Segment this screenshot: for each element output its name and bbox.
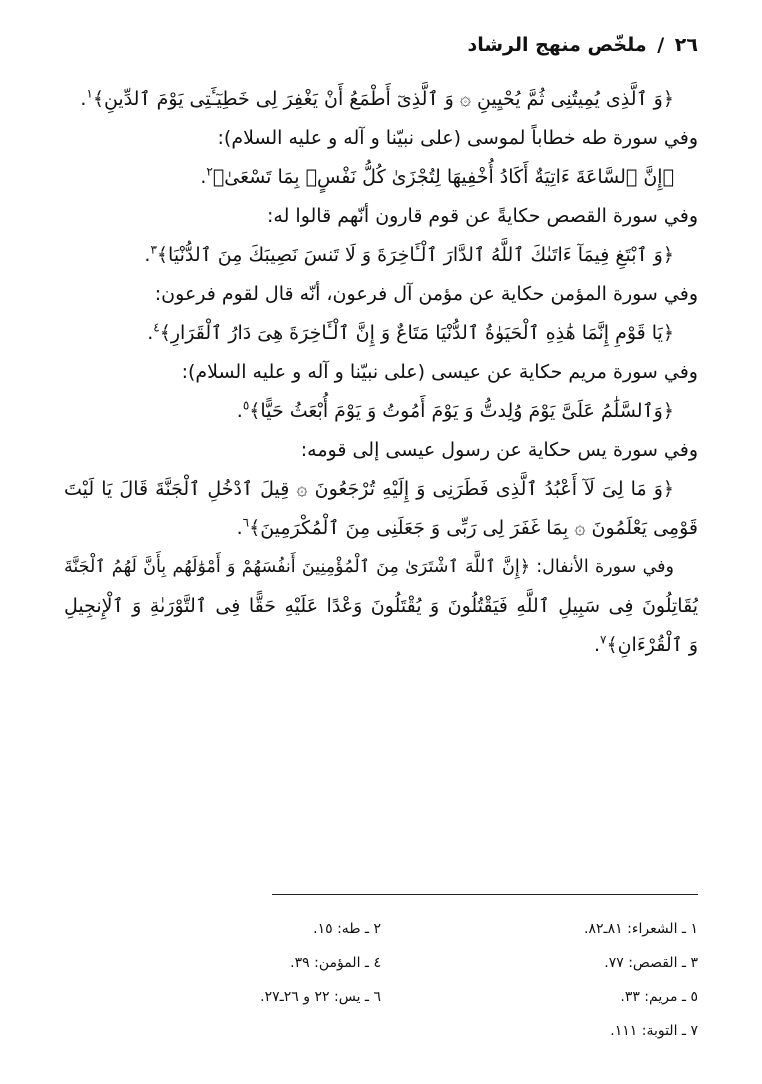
line-text: وفي سورة طه خطاباً لموسى (على نبيّنا و آله و عليه السلام): <box>217 127 698 149</box>
line-text: وفي سورة المؤمن حكاية عن مؤمن آل فرعون، أنّه قال لقوم فرعون: <box>154 283 698 305</box>
verse-line <box>64 509 698 548</box>
footnote-marker: ٣ <box>150 242 157 257</box>
footnote-entry: ٢ ـ طه: ١٥. <box>313 921 381 937</box>
period: . <box>236 400 243 422</box>
running-header <box>64 34 698 56</box>
footnotes <box>64 912 698 1048</box>
verse-line <box>64 80 698 119</box>
footnote-entry: ٧ ـ التوبة: ١١١. <box>610 1023 698 1039</box>
verse-line <box>64 587 698 626</box>
verse-line <box>64 158 698 197</box>
period: . <box>593 634 601 656</box>
book-title: ملخّص منهج الرشاد <box>467 34 647 56</box>
footnote-marker: ٢ <box>206 164 213 179</box>
footnote-entry <box>64 1014 381 1048</box>
verse-text: ﴿وَ ٱلَّذِى يُمِيتُنِى ثُمَّ يُحْيِينِ ۞ وَ ٱلَّذِىٓ أَطْمَعُ أَنْ يَغْفِرَ لِى خَطِيٓـَٔتِى يَوْمَ ٱلدِّينِ﴾ <box>92 88 674 110</box>
text-line <box>64 197 698 236</box>
footnote-entry: ٣ ـ القصص: ٧٧. <box>604 955 698 971</box>
verse-line <box>64 236 698 275</box>
footnote-marker: ٤ <box>153 320 160 335</box>
line-text: وفي سورة القصص حكايةً عن قوم قارون أنّهم قالوا له: <box>267 205 698 227</box>
footnote-row <box>64 980 698 1014</box>
footnote-entry: ٤ ـ المؤمن: ٣٩. <box>290 955 381 971</box>
text-line <box>64 353 698 392</box>
period: . <box>80 88 87 110</box>
verse-text: ﴿وَٱلسَّلَٰمُ عَلَىَّ يَوْمَ وُلِدتُّ وَ يَوْمَ أَمُوتُ وَ يَوْمَ أُبْعَثُ حَيًّا﴾ <box>249 400 674 422</box>
verse-line <box>64 626 698 665</box>
verse-line <box>64 314 698 353</box>
verse-text: ﴿إِنَّ ٱلسَّاعَةَ ءَاتِيَةٌ أَكَادُ أُخْفِيهَا لِتُجْزَىٰ كُلُّ نَفْسٍۭ بِمَا تَسْعَىٰ﴾ <box>212 166 674 188</box>
text-line <box>64 431 698 470</box>
footnote-entry: ٦ ـ يس: ٢٢ و ٢٦ـ٢٧. <box>260 989 381 1005</box>
surah-intro: وفي سورة الأنفال: <box>529 557 674 577</box>
verse-text: ﴿وَ مَا لِىَ لَآ أَعْبُدُ ٱلَّذِى فَطَرَنِى وَ إِلَيْهِ تُرْجَعُونَ ۞ قِيلَ ٱدْخُلِ ٱلْجَنَّةَ قَالَ يَا لَيْتَ <box>64 478 674 500</box>
header-separator: / <box>657 34 665 56</box>
period: . <box>144 244 151 266</box>
footnote-rule <box>272 894 698 895</box>
text-line <box>64 275 698 314</box>
footnote-marker: ٦ <box>242 515 250 530</box>
line-text: وفي سورة يس حكاية عن رسول عيسى إلى قومه: <box>300 439 698 461</box>
footnote-marker: ١ <box>86 86 93 101</box>
verse-text: ﴿إِنَّ ٱللَّهَ ٱشْتَرَىٰ مِنَ ٱلْمُؤْمِنِينَ أَنفُسَهُمْ وَ أَمْوَٰلَهُم بِأَنَّ لَهُمُ ٱلْجَنَّةَ <box>64 557 530 577</box>
text-line <box>64 119 698 158</box>
footnote-entry: ٥ ـ مريم: ٣٣. <box>620 989 698 1005</box>
verse-text: وَ ٱلْقُرْءَانِ﴾ <box>606 634 698 656</box>
footnote-marker: ٥ <box>242 398 250 413</box>
footnote-row <box>64 912 698 946</box>
footnote-entry: ١ ـ الشعراء: ٨١ـ٨٢. <box>584 921 698 937</box>
line-text: وفي سورة مريم حكاية عن عيسى (على نبيّنا و آله و عليه السلام): <box>181 361 698 383</box>
period: . <box>147 322 154 344</box>
page-body <box>64 80 698 665</box>
footnote-row <box>64 1014 698 1048</box>
verse-line <box>64 470 698 509</box>
verse-text: قَوْمِى يَعْلَمُونَ ۞ بِمَا غَفَرَ لِى رَبِّى وَ جَعَلَنِى مِنَ ٱلْمُكْرَمِينَ﴾ <box>249 517 698 539</box>
verse-text: يُقَاتِلُونَ فِى سَبِيلِ ٱللَّهِ فَيَقْتُلُونَ وَ يُقْتَلُونَ وَعْدًا عَلَيْهِ حَقًّا فِى ٱلتَّوْرَىٰةِ وَ ٱلْإِنجِيلِ <box>64 595 698 617</box>
page-number: ٢٦ <box>674 34 698 56</box>
verse-line <box>64 392 698 431</box>
footnote-marker: ٧ <box>600 632 607 647</box>
period: . <box>200 166 207 188</box>
footnote-row <box>64 946 698 980</box>
verse-text: ﴿وَ ٱبْتَغِ فِيمَآ ءَاتَىٰكَ ٱللَّهُ ٱلدَّارَ ٱلْـَٔاخِرَةَ وَ لَا تَنسَ نَصِيبَكَ مِنَ ٱلدُّنْيَا﴾ <box>156 244 674 266</box>
verse-text: ﴿يَا قَوْمِ إِنَّمَا هَٰذِهِ ٱلْحَيَوٰةُ ٱلدُّنْيَا مَتَاعٌ وَ إِنَّ ٱلْـَٔاخِرَةَ هِىَ دَارُ ٱلْقَرَارِ﴾ <box>159 322 674 344</box>
verse-line <box>64 548 698 587</box>
period: . <box>236 517 243 539</box>
